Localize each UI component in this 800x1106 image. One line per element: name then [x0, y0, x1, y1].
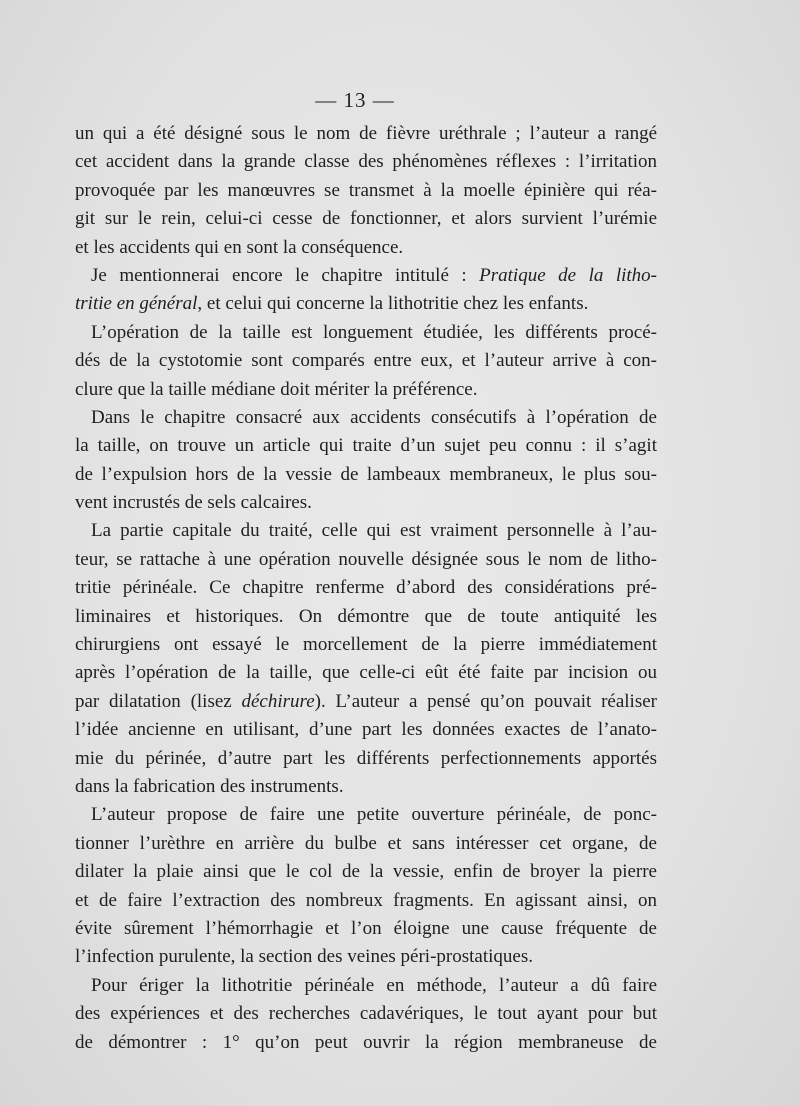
text-segment: cet accident dans la grande classe des phénomènes réflexes : l’irritation: [75, 151, 657, 173]
text-segment: La partie capitale du traité, celle qui est vraiment personnelle à l’au-: [91, 520, 657, 542]
text-segment: de démontrer : 1° qu’on peut ouvrir la région membraneuse de: [75, 1031, 657, 1053]
text-line: [75, 376, 657, 404]
text-segment: après l’opération de la taille, que celle-ci eût été faite par incision ou: [75, 662, 657, 684]
text-segment: L’auteur propose de faire une petite ouverture périnéale, de ponc-: [91, 804, 657, 826]
text-line: [75, 177, 657, 205]
body-text: [75, 120, 657, 1057]
text-line: [75, 404, 657, 432]
text-segment: la taille, on trouve un article qui traite d’un sujet peu connu : il s’agit: [75, 435, 657, 457]
text-line: [75, 745, 657, 773]
text-line: [75, 262, 657, 290]
text-segment: par dilatation (lisez: [75, 690, 242, 712]
text-line: [75, 432, 657, 460]
text-segment: Pour ériger la lithotritie périnéale en méthode, l’auteur a dû faire: [91, 974, 657, 996]
text-segment: et de faire l’extraction des nombreux fragments. En agissant ainsi, on: [75, 889, 657, 911]
text-line: [75, 943, 657, 971]
text-segment: vent incrustés de sels calcaires.: [75, 492, 312, 514]
text-segment: tionner l’urèthre en arrière du bulbe et sans intéresser cet organe, de: [75, 832, 657, 854]
page-number: — 13 —: [315, 88, 395, 112]
text-line: [75, 290, 657, 318]
text-segment: un qui a été désigné sous le nom de fièvre uréthrale ; l’auteur a rangé: [75, 123, 657, 144]
text-segment: Je mentionnerai encore le chapitre intitulé :: [91, 264, 480, 286]
text-line: [75, 234, 657, 262]
text-segment: et les accidents qui en sont la conséquence.: [75, 236, 404, 258]
text-line: [75, 120, 657, 148]
text-segment: L’opération de la taille est longuement étudiée, les différents procé-: [91, 321, 657, 343]
text-line: [75, 801, 657, 829]
italic-text-segment: déchirure: [241, 690, 315, 712]
text-segment: l’idée ancienne en utilisant, d’une part les données exactes de l’anato-: [75, 719, 657, 741]
text-segment: dilater la plaie ainsi que le col de la vessie, enfin de broyer la pierre: [75, 861, 657, 883]
text-segment: liminaires et historiques. On démontre que de toute antiquité les: [75, 605, 657, 627]
text-segment: provoquée par les manœuvres se transmet à la moelle épinière qui réa-: [75, 179, 657, 201]
text-line: [75, 461, 657, 489]
text-line: [75, 915, 657, 943]
text-segment: des expériences et des recherches cadavériques, le tout ayant pour but: [75, 1003, 657, 1025]
text-segment: mie du périnée, d’autre part les différents perfectionnements apportés: [75, 747, 657, 769]
text-segment: dés de la cystotomie sont comparés entre eux, et l’auteur arrive à con-: [75, 350, 657, 372]
text-line: [75, 574, 657, 602]
text-line: [75, 1000, 657, 1028]
text-line: [75, 858, 657, 886]
text-line: [75, 716, 657, 744]
text-line: [75, 603, 657, 631]
text-line: [75, 659, 657, 687]
text-line: [75, 972, 657, 1000]
text-line: [75, 631, 657, 659]
text-line: [75, 148, 657, 176]
text-line: [75, 773, 657, 801]
text-line: [75, 887, 657, 915]
text-line: [75, 205, 657, 233]
text-segment: l’infection purulente, la section des veines péri-prostatiques.: [75, 946, 533, 968]
text-segment: de l’expulsion hors de la vessie de lambeaux membraneux, le plus sou-: [75, 463, 657, 485]
text-segment: teur, se rattache à une opération nouvelle désignée sous le nom de litho-: [75, 548, 657, 570]
italic-text-segment: Pratique de la litho-: [479, 264, 657, 286]
text-segment: chirurgiens ont essayé le morcellement de la pierre immédiatement: [75, 634, 657, 656]
text-line: [75, 319, 657, 347]
text-line: [75, 517, 657, 545]
text-segment: ). L’auteur a pensé qu’on pouvait réaliser: [314, 690, 657, 712]
text-segment: dans la fabrication des instruments.: [75, 775, 344, 797]
text-segment: clure que la taille médiane doit mériter la préférence.: [75, 378, 478, 400]
text-segment: , et celui qui concerne la lithotritie chez les enfants.: [197, 293, 589, 315]
text-segment: tritie périnéale. Ce chapitre renferme d’abord des considérations pré-: [75, 577, 657, 599]
text-line: [75, 546, 657, 574]
text-line: [75, 489, 657, 517]
text-line: [75, 688, 657, 716]
text-line: [75, 830, 657, 858]
text-line: [75, 1029, 657, 1057]
text-line: [75, 347, 657, 375]
text-segment: évite sûrement l’hémorrhagie et l’on éloigne une cause fréquente de: [75, 917, 657, 939]
italic-text-segment: tritie en général: [75, 293, 198, 315]
text-segment: git sur le rein, celui-ci cesse de fonctionner, et alors survient l’urémie: [75, 208, 657, 230]
text-segment: Dans le chapitre consacré aux accidents consécutifs à l’opération de: [91, 406, 657, 428]
